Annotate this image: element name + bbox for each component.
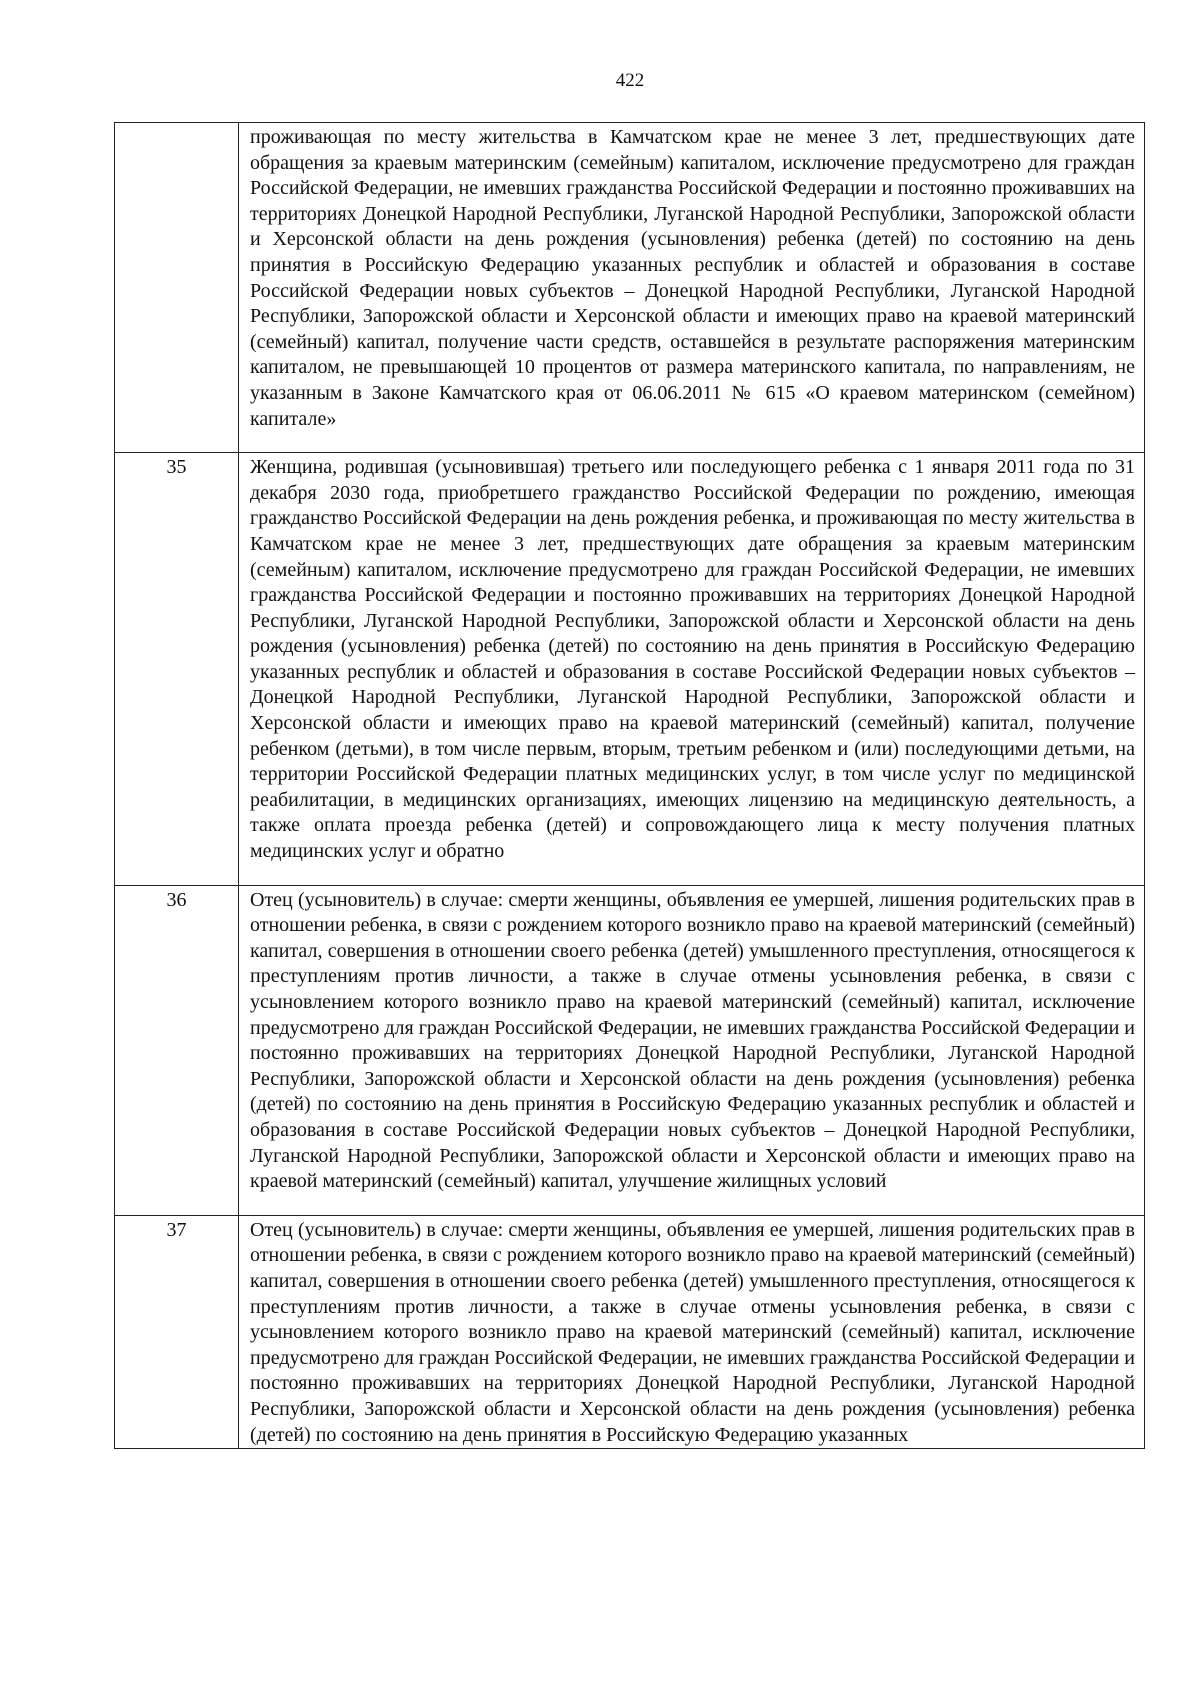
row-number: 36	[115, 885, 239, 1215]
row-number: 37	[115, 1215, 239, 1448]
page-number: 422	[615, 70, 645, 91]
table-row	[115, 123, 1145, 453]
table-row	[115, 885, 1145, 1215]
table-row	[115, 1215, 1145, 1448]
row-text: Отец (усыновитель) в случае: смерти женщины, объявления ее умершей, лишения родительских прав в отношении ребенка, в связи с рождением которого возникло право на краевой материнский (семейный) капитал, совершения в отношении своего ребенка (детей) умышленного преступления, относящегося к преступлениям против личности, а также в случае отмены усыновления ребенка, в связи с усыновлением которого возникло право на краевой материнский (семейный) капитал, исключение предусмотрено для граждан Российской Федерации, не имевших гражданства Российской Федерации и постоянно проживавших на территориях Донецкой Народной Республики, Луганской Народной Республики, Запорожской области и Херсонской области на день рождения (усыновления) ребенка (детей) по состоянию на день принятия в Российскую Федерацию указанных	[239, 1215, 1145, 1448]
row-number	[115, 123, 239, 453]
row-text: проживающая по месту жительства в Камчатском крае не менее 3 лет, предшествующих дате обращения за краевым материнским (семейным) капиталом, исключение предусмотрено для граждан Российской Федерации, не имевших гражданства Российской Федерации и постоянно проживавших на территориях Донецкой Народной Республики, Луганской Народной Республики, Запорожской области и Херсонской области на день рождения (усыновления) ребенка (детей) по состоянию на день принятия в Российскую Федерацию указанных республик и областей и образования в составе Российской Федерации новых субъектов – Донецкой Народной Республики, Луганской Народной Республики, Запорожской области и Херсонской области и имеющих право на краевой материнский (семейный) капитал, получение части средств, оставшейся в результате распоряжения материнским капиталом, не превышающей 10 процентов от размера материнского капитала, по направлениям, не указанным в Законе Камчатского края от 06.06.2011 № 615 «О краевом материнском (семейном) капитале»	[239, 123, 1145, 453]
document-table	[114, 122, 1145, 1449]
row-text: Отец (усыновитель) в случае: смерти женщины, объявления ее умершей, лишения родительских прав в отношении ребенка, в связи с рождением которого возникло право на краевой материнский (семейный) капитал, совершения в отношении своего ребенка (детей) умышленного преступления, относящегося к преступлениям против личности, а также в случае отмены усыновления ребенка, в связи с усыновлением которого возникло право на краевой материнский (семейный) капитал, исключение предусмотрено для граждан Российской Федерации, не имевших гражданства Российской Федерации и постоянно проживавших на территориях Донецкой Народной Республики, Луганской Народной Республики, Запорожской области и Херсонской области на день рождения (усыновления) ребенка (детей) по состоянию на день принятия в Российскую Федерацию указанных республик и областей и образования в составе Российской Федерации новых субъектов – Донецкой Народной Республики, Луганской Народной Республики, Запорожской области и Херсонской области и имеющих право на краевой материнский (семейный) капитал, улучшение жилищных условий	[239, 885, 1145, 1215]
table-row	[115, 453, 1145, 886]
row-text: Женщина, родившая (усыновившая) третьего или последующего ребенка с 1 января 2011 года по 31 декабря 2030 года, приобретшего гражданство Российской Федерации по рождению, имеющая гражданство Российской Федерации на день рождения ребенка, и проживающая по месту жительства в Камчатском крае не менее 3 лет, предшествующих дате обращения за краевым материнским (семейным) капиталом, исключение предусмотрено для граждан Российской Федерации, не имевших гражданства Российской Федерации и постоянно проживавших на территориях Донецкой Народной Республики, Луганской Народной Республики, Запорожской области и Херсонской области на день рождения (усыновления) ребенка (детей) по состоянию на день принятия в Российскую Федерацию указанных республик и областей и образования в составе Российской Федерации новых субъектов – Донецкой Народной Республики, Луганской Народной Республики, Запорожской области и Херсонской области и имеющих право на краевой материнский (семейный) капитал, получение ребенком (детьми), в том числе первым, вторым, третьим ребенком и (или) последующими детьми, на территории Российской Федерации платных медицинских услуг, в том числе услуг по медицинской реабилитации, в медицинских организациях, имеющих лицензию на медицинскую деятельность, а также оплата проезда ребенка (детей) и сопровождающего лица к месту получения платных медицинских услуг и обратно	[239, 453, 1145, 886]
row-number: 35	[115, 453, 239, 886]
